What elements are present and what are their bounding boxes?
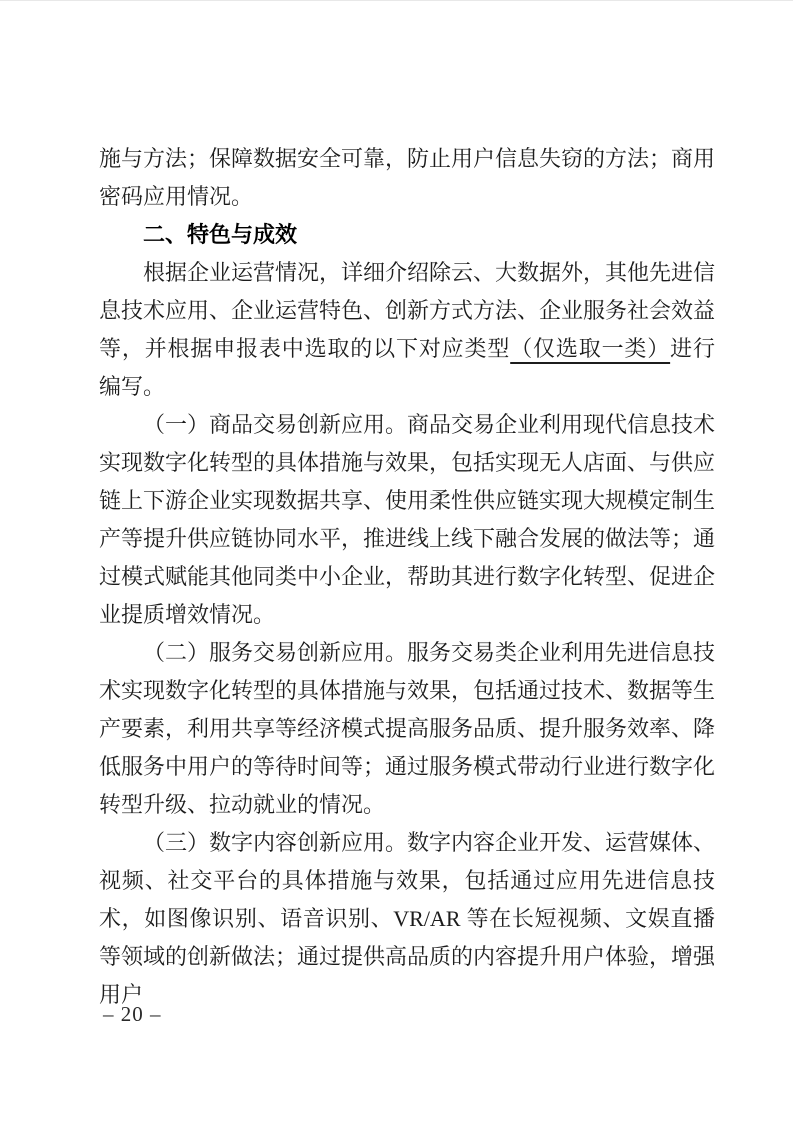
paragraph-item-1-commodity-trade: （一）商品交易创新应用。商品交易企业利用现代信息技术实现数字化转型的具体措施与效果，包括实现无人店面、与供应链上下游企业实现数据共享、使用柔性供应链实现大规模定制生产等提升供应链协同水平，推进线上线下融合发展的做法等；通过模式赋能其他同类中小企业，帮助其进行数字化转型、促进企业提质增效情况。 (99, 412, 716, 627)
page-number: – 20 – (103, 1002, 162, 1026)
document-body (99, 140, 715, 1014)
paragraph-item-2-service-trade: （二）服务交易创新应用。服务交易类企业利用先进信息技术实现数字化转型的具体措施与效果，包括通过技术、数据等生产要素，利用共享等经济模式提高服务品质、提升服务效率、降低服务中用户的等待时间等；通过服务模式带动行业进行数字化转型升级、拉动就业的情况。 (99, 640, 716, 817)
intro-underlined-phrase: （仅选取一类） (510, 336, 671, 361)
section-heading: 二、特色与成效 (143, 222, 298, 247)
paragraph-continuation: 施与方法；保障数据安全可靠，防止用户信息失窃的方法；商用密码应用情况。 (99, 146, 716, 209)
paragraph-intro (99, 254, 715, 406)
intro-text-after: 进行编写。 (99, 336, 715, 399)
intro-text-before: 根据企业运营情况，详细介绍除云、大数据外，其他先进信息技术应用、企业运营特色、创新方式方法、企业服务社会效益等，并根据申报表中选取的以下对应类型 (99, 260, 716, 361)
paragraph-item-3-digital-content: （三）数字内容创新应用。数字内容企业开发、运营媒体、视频、社交平台的具体措施与效果，包括通过应用先进信息技术，如图像识别、语音识别、VR/AR 等在长短视频、文娱直播等领域的创新做法；通过提供高品质的内容提升用户体验，增强用户 (99, 830, 716, 1007)
